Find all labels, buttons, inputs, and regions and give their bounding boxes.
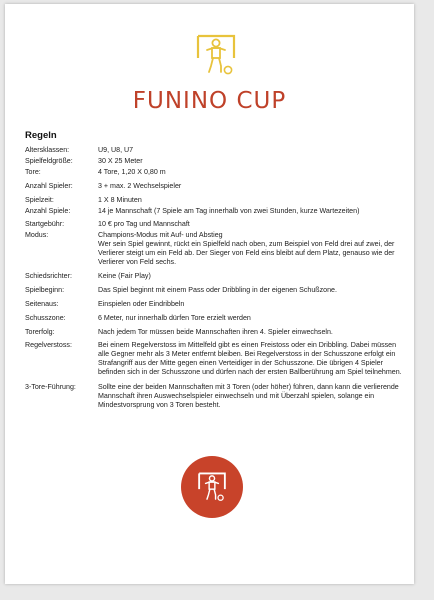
rule-label: Schiedsrichter: <box>25 272 72 280</box>
rule-value: Nach jedem Tor müssen beide Mannschaften ihren 4. Spieler einwechseln. <box>98 328 333 336</box>
rule-label: Regelverstoss: <box>25 341 72 349</box>
rule-value: 14 je Mannschaft (7 Spiele am Tag innerhalb von zwei Stunden, kurze Wartezeiten) <box>98 207 360 215</box>
rule-label: Tore: <box>25 168 41 176</box>
rule-row <box>25 328 407 337</box>
goal-player-badge-icon <box>181 456 243 518</box>
page-title: FUNINO CUP <box>132 88 287 114</box>
rule-value: U9, U8, U7 <box>98 146 134 154</box>
rule-label: Torerfolg: <box>25 328 55 336</box>
rule-label: 3-Tore-Führung: <box>25 383 76 391</box>
goal-player-icon <box>195 32 237 78</box>
rule-row <box>25 220 407 229</box>
rule-label: Spielzeit: <box>25 196 54 204</box>
rule-row <box>25 300 407 309</box>
rule-value: 4 Tore, 1,20 X 0,80 m <box>98 168 166 176</box>
rule-value: Einspielen oder Eindribbeln <box>98 300 185 308</box>
rule-value: 30 X 25 Meter <box>98 157 143 165</box>
rule-value: 3 + max. 2 Wechselspieler <box>98 182 182 190</box>
rule-row <box>25 272 407 281</box>
rule-label: Anzahl Spieler: <box>25 182 73 190</box>
document-page <box>5 4 414 584</box>
section-title: Regeln <box>25 130 57 141</box>
rule-row <box>25 314 407 323</box>
rule-row <box>25 231 407 267</box>
rule-value: 6 Meter, nur innerhalb dürfen Tore erzielt werden <box>98 314 251 322</box>
rule-row <box>25 286 407 295</box>
rule-value: Bei einem Regelverstoss im Mittelfeld gibt es einen Freistoss oder ein Dribbling. Dabei müssen alle Gegner mehr als 3 Meter entfernt bleiben. Bei Regelverstoss in der Schusszone erfolgt ein Strafangriff aus der Mitte gegen einen Verteidiger in der Schusszone. Die übrigen 4 Spieler befinden sich in der Schusszone und dürfen nach der ersten Ballberührung am Spiel teilnehmen. <box>98 341 402 376</box>
rule-value: Champions-Modus mit Auf- und Abstieg Wer sein Spiel gewinnt, rückt ein Spielfeld nach oben, zum Beispiel von Feld drei auf zwei, der Verlierer steigt um ein Feld ab. Der Sieger von Feld eins bleibt auf dem Platz, genauso wie der Verlierer von Feld sechs. <box>98 231 395 266</box>
rule-label: Spielbeginn: <box>25 286 65 294</box>
rule-value: 1 X 8 Minuten <box>98 196 142 204</box>
rule-label: Spielfeldgröße: <box>25 157 73 165</box>
rule-value: Sollte eine der beiden Mannschaften mit 3 Toren (oder höher) führen, dann kann die verlierende Mannschaft ihren Auswechselspieler einwechseln und mit Überzahl spielen, solange ein Mindestvorsprung von 3 Toren besteht. <box>98 383 399 409</box>
rule-row <box>25 341 407 377</box>
rule-row <box>25 146 407 155</box>
rule-value: Keine (Fair Play) <box>98 272 151 280</box>
rule-value: 10 € pro Tag und Mannschaft <box>98 220 190 228</box>
rule-row <box>25 168 407 177</box>
rule-row <box>25 182 407 191</box>
rule-row <box>25 383 407 410</box>
rule-label: Seitenaus: <box>25 300 59 308</box>
rule-value: Das Spiel beginnt mit einem Pass oder Dribbling in der eigenen Schußzone. <box>98 286 337 294</box>
rule-row <box>25 207 407 216</box>
rule-label: Anzahl Spiele: <box>25 207 71 215</box>
rule-label: Altersklassen: <box>25 146 70 154</box>
rule-label: Startgebühr: <box>25 220 65 228</box>
rules-list <box>25 146 407 410</box>
rule-label: Modus: <box>25 231 49 239</box>
rule-label: Schusszone: <box>25 314 66 322</box>
rule-row <box>25 157 407 166</box>
rule-row <box>25 196 407 205</box>
